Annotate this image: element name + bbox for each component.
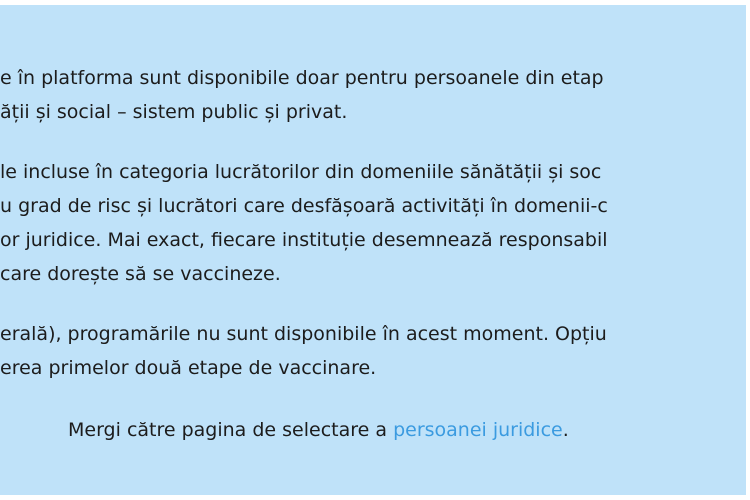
text-line: erea primelor două etape de vaccinare.: [0, 357, 377, 379]
availability-paragraph: [0, 317, 607, 385]
text-line: e în platforma sunt disponibile doar pentru persoanele din etap: [0, 67, 604, 89]
legal-entity-link[interactable]: persoanei juridice: [393, 419, 563, 441]
text-line: ății și social – sistem public și privat.: [0, 101, 348, 123]
info-panel: [0, 5, 746, 495]
legal-entity-prompt: [68, 413, 569, 447]
eligibility-paragraph: [0, 61, 604, 129]
text-line: u grad de risc și lucrători care desfășoară activități în domenii-c: [0, 195, 608, 217]
text-line: care dorește să se vaccineze.: [0, 263, 281, 285]
text-line: or juridice. Mai exact, fiecare instituție desemnează responsabil: [0, 229, 608, 251]
text-line: erală), programările nu sunt disponibile în acest moment. Opțiu: [0, 323, 607, 345]
text-line: le incluse în categoria lucrătorilor din domeniile sănătății și soc: [0, 161, 602, 183]
footer-prefix: Mergi către pagina de selectare a: [68, 419, 394, 441]
footer-suffix: .: [562, 419, 569, 441]
category-paragraph: [0, 155, 608, 291]
